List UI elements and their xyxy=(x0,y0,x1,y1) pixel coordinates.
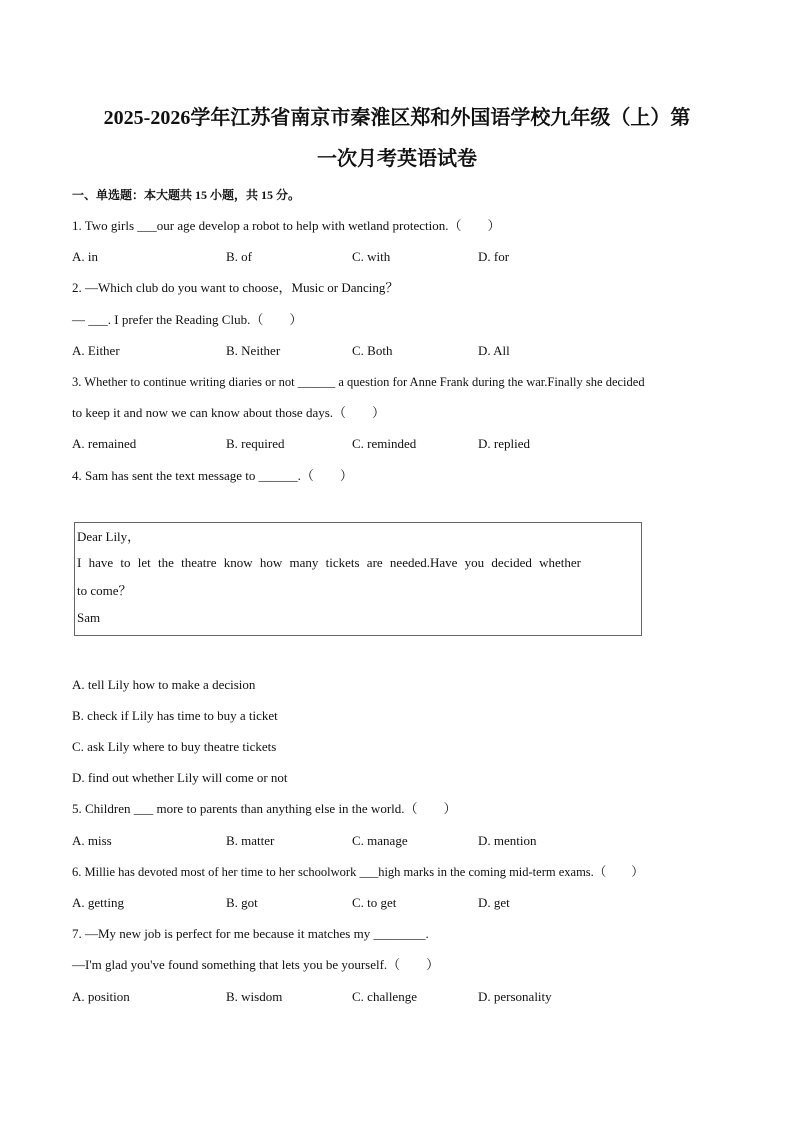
message-signature: Sam xyxy=(77,610,101,625)
question-4-option-a: A. tell Lily how to make a decision xyxy=(72,677,256,692)
question-7-option-b: B. wisdom xyxy=(226,989,283,1004)
question-1-option-d: D. for xyxy=(478,249,510,264)
question-1-option-a: A. in xyxy=(72,249,98,264)
question-3-stem-line-2: to keep it and now we can know about those days.（ ） xyxy=(72,405,386,420)
message-body-line-1: I have to let the theatre know how many tickets are needed.Have you decided whether xyxy=(77,555,581,570)
question-3-option-b: B. required xyxy=(226,436,285,451)
question-1-option-b: B. of xyxy=(226,249,252,264)
question-7-option-c: C. challenge xyxy=(352,989,417,1004)
question-2-stem-line-2: — ___. I prefer the Reading Club.（ ） xyxy=(72,312,303,327)
question-5-option-d: D. mention xyxy=(478,833,537,848)
question-3-stem-line-1: 3. Whether to continue writing diaries or not ______ a question for Anne Frank during the war.Finally she decided xyxy=(72,375,645,389)
question-1-option-c: C. with xyxy=(352,249,391,264)
exam-title-line-2: 一次月考英语试卷 xyxy=(317,148,477,170)
question-2-option-c: C. Both xyxy=(352,343,393,358)
question-6-option-b: B. got xyxy=(226,895,258,910)
question-5-stem: 5. Children ___ more to parents than anything else in the world.（ ） xyxy=(72,801,457,816)
question-2-option-b: B. Neither xyxy=(226,343,281,358)
message-greeting: Dear Lily， xyxy=(77,529,141,544)
question-7-stem-line-1: 7. —My new job is perfect for me because it matches my ________. xyxy=(72,926,429,941)
question-1-stem: 1. Two girls ___our age develop a robot to help with wetland protection.（ ） xyxy=(72,218,501,233)
section-heading: 一、单选题：本大题共 15 小题，共 15 分。 xyxy=(72,188,301,202)
question-7-option-a: A. position xyxy=(72,989,130,1004)
question-2-option-d: D. All xyxy=(478,343,510,358)
question-3-option-c: C. reminded xyxy=(352,436,417,451)
question-4-stem: 4. Sam has sent the text message to ______.（ ） xyxy=(72,468,353,483)
question-4-option-d: D. find out whether Lily will come or not xyxy=(72,770,288,785)
question-2-option-a: A. Either xyxy=(72,343,120,358)
exam-title-line-1: 2025-2026学年江苏省南京市秦淮区郑和外国语学校九年级（上）第 xyxy=(103,107,691,129)
question-3-option-d: D. replied xyxy=(478,436,530,451)
question-7-option-d: D. personality xyxy=(478,989,552,1004)
question-4-option-c: C. ask Lily where to buy theatre tickets xyxy=(72,739,277,754)
message-body-line-2: to come？ xyxy=(77,583,132,598)
question-5-option-c: C. manage xyxy=(352,833,408,848)
question-3-option-a: A. remained xyxy=(72,436,137,451)
question-6-stem: 6. Millie has devoted most of her time to her schoolwork ___high marks in the coming mid-term exams.（ ） xyxy=(72,865,644,879)
question-2-stem-line-1: 2. —Which club do you want to choose，Music or Dancing？ xyxy=(72,280,399,295)
question-5-option-b: B. matter xyxy=(226,833,275,848)
question-7-stem-line-2: —I'm glad you've found something that lets you be yourself.（ ） xyxy=(72,957,440,972)
question-6-option-d: D. get xyxy=(478,895,510,910)
question-6-option-a: A. getting xyxy=(72,895,124,910)
question-4-option-b: B. check if Lily has time to buy a ticket xyxy=(72,708,278,723)
question-6-option-c: C. to get xyxy=(352,895,397,910)
question-5-option-a: A. miss xyxy=(72,833,112,848)
text-message-box xyxy=(74,522,642,636)
